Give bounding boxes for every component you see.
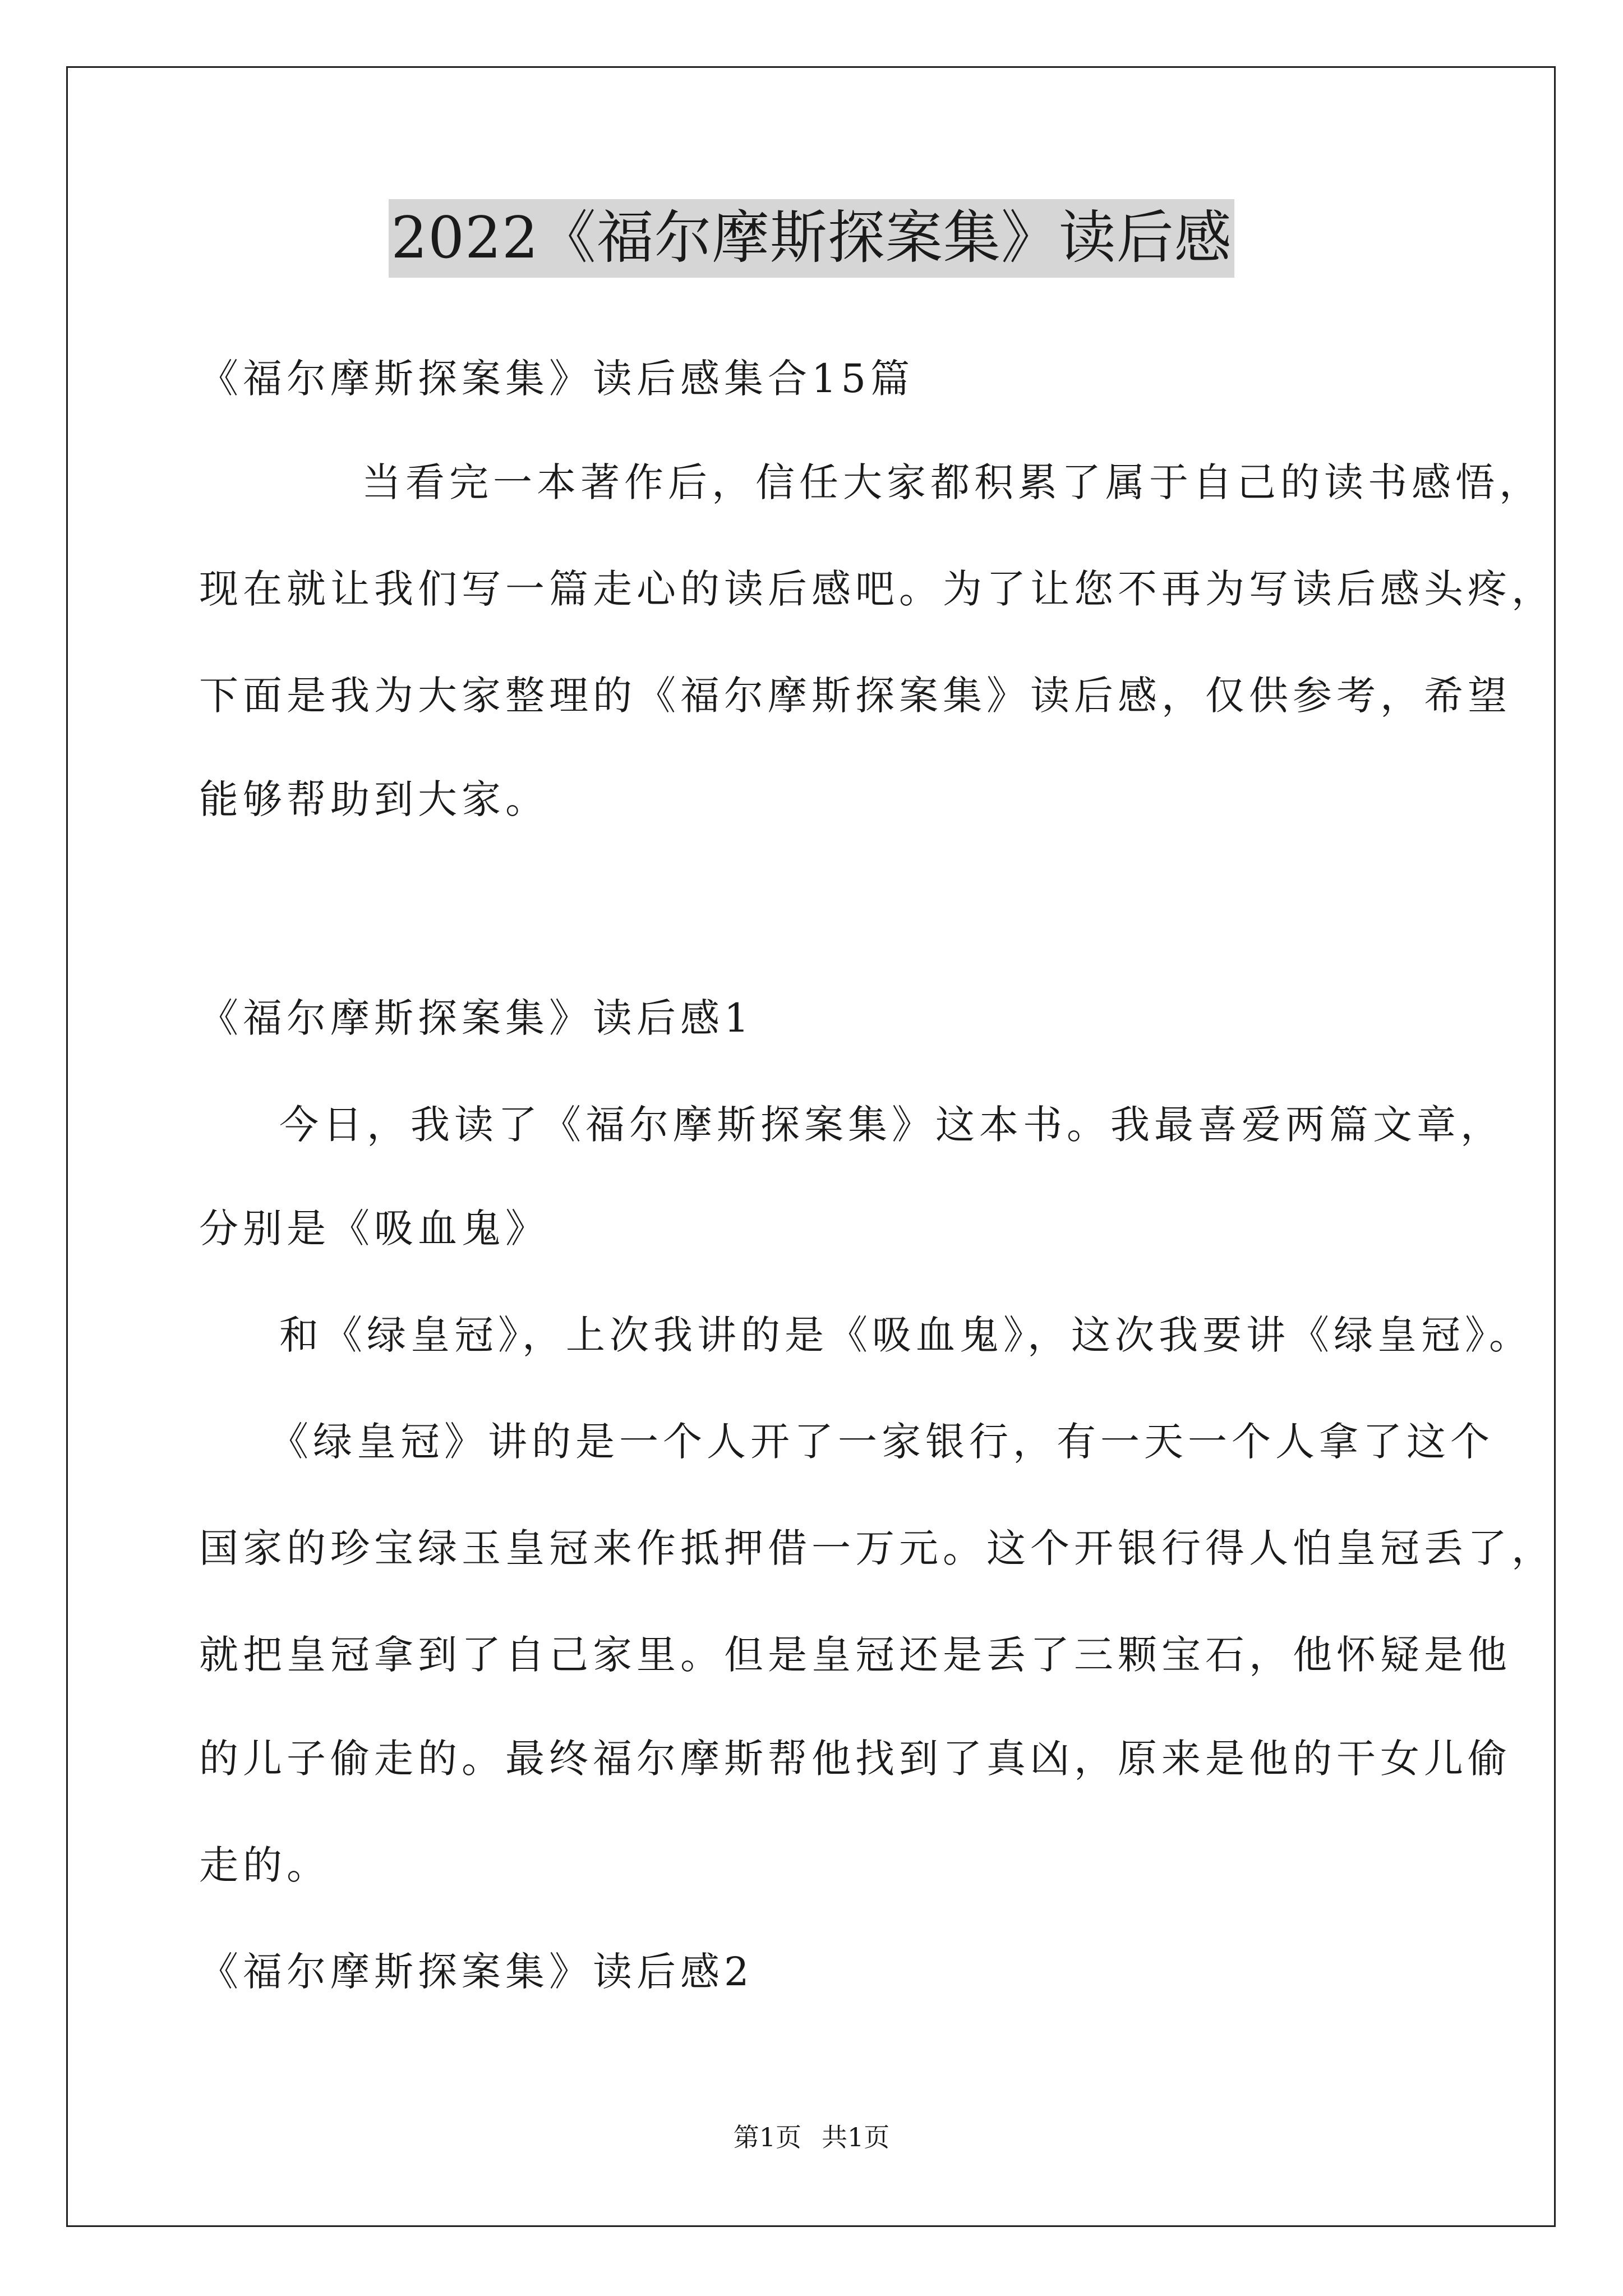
title-container bbox=[0, 199, 1623, 278]
intro-line-1: 当看完一本著作后，信任大家都积累了属于自己的读书感悟， bbox=[362, 459, 1543, 505]
page-total: 共1页 bbox=[822, 2122, 890, 2152]
intro-line-3: 下面是我为大家整理的《福尔摩斯探案集》读后感，仅供参考，希望 bbox=[199, 673, 1511, 719]
section2-heading: 《福尔摩斯探案集》读后感2 bbox=[199, 1949, 754, 1995]
intro-line-2: 现在就让我们写一篇走心的读后感吧。为了让您不再为写读后感头疼， bbox=[199, 566, 1555, 612]
document-title: 2022《福尔摩斯探案集》读后感 bbox=[389, 199, 1234, 278]
section1-line-8: 走的。 bbox=[199, 1842, 330, 1888]
intro-line-4: 能够帮助到大家。 bbox=[199, 776, 549, 822]
section1-line-6: 就把皇冠拿到了自己家里。但是皇冠还是丢了三颗宝石，他怀疑是他 bbox=[199, 1632, 1511, 1678]
page-number: 第1页 bbox=[733, 2122, 801, 2152]
section1-line-4: 《绿皇冠》讲的是一个人开了一家银行，有一天一个人拿了这个 bbox=[269, 1419, 1494, 1465]
page-footer bbox=[0, 2120, 1623, 2154]
subtitle: 《福尔摩斯探案集》读后感集合15篇 bbox=[199, 356, 915, 402]
section1-line-7: 的儿子偷走的。最终福尔摩斯帮他找到了真凶，原来是他的干女儿偷 bbox=[199, 1736, 1511, 1782]
section1-line-1: 今日，我读了《福尔摩斯探案集》这本书。我最喜爱两篇文章， bbox=[279, 1102, 1504, 1148]
section1-line-2: 分别是《吸血鬼》 bbox=[199, 1205, 549, 1251]
section1-line-5: 国家的珍宝绿玉皇冠来作抵押借一万元。这个开银行得人怕皇冠丢了， bbox=[199, 1525, 1555, 1571]
section1-heading: 《福尔摩斯探案集》读后感1 bbox=[199, 995, 754, 1041]
section1-line-3: 和《绿皇冠》，上次我讲的是《吸血鬼》，这次我要讲《绿皇冠》。 bbox=[279, 1312, 1533, 1358]
